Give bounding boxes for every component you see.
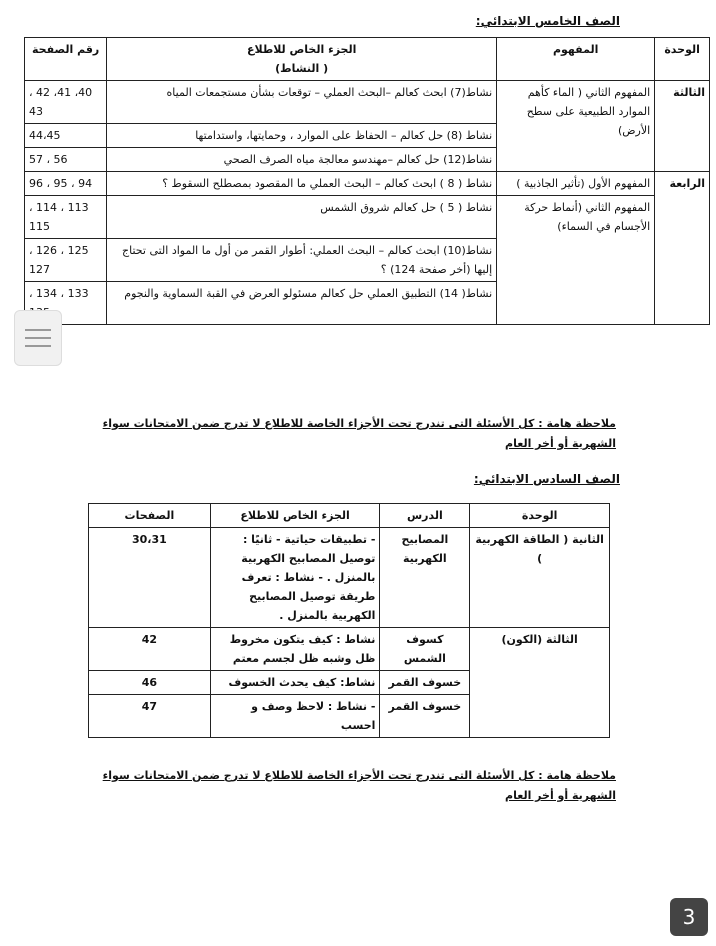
header-pages: الصفحات — [89, 504, 211, 528]
unit-cell: الرابعة — [655, 172, 710, 325]
part-cell: - تطبيقات حياتية - ثانيًا : توصيل المصابيح الكهربية بالمنزل . - نشاط : تعرف طريقة توصيل المصابيح الكهربية بالمنزل . — [210, 528, 380, 628]
table-header-row — [89, 504, 610, 528]
lesson-cell: خسوف القمر — [380, 695, 470, 738]
header-lesson: الدرس — [380, 504, 470, 528]
pages-cell: 125 ، 126 ، 127 — [25, 239, 107, 282]
table-row — [89, 528, 610, 628]
header-part: الجزء الخاص للاطلاع — [210, 504, 380, 528]
part-cell: نشاط(12) حل كعالم –مهندسو معالجة مياه الصرف الصحي — [107, 148, 497, 172]
pages-cell: 44،45 — [25, 124, 107, 148]
concept-cell: المفهوم الثاني ( الماء كأهم الموارد الطبيعية على سطح الأرض) — [497, 81, 655, 172]
lesson-cell: خسوف القمر — [380, 671, 470, 695]
pages-cell: 40، 41، 42 ، 43 — [25, 81, 107, 124]
pages-cell: 133 ، 134 ، — [25, 282, 107, 325]
unit-cell: الثالثة — [655, 81, 710, 172]
lesson-cell: المصابيح الكهربية — [380, 528, 470, 628]
table-row — [25, 172, 710, 196]
header-concept: المفهوم — [497, 38, 655, 81]
part-cell: نشاط( 14) التطبيق العملي حل كعالم مسئولو العرض في القبة السماوية والنجوم — [107, 282, 497, 325]
part-cell: نشاط : كيف يتكون مخروط ظل وشبه ظل لجسم معتم — [210, 628, 380, 671]
pages-cell: 30،31 — [89, 528, 211, 628]
part-cell: نشاط(7) ابحث كعالم –البحث العملي – توقعات بشأن مستجمعات المياه — [107, 81, 497, 124]
part-cell: نشاط: كيف يحدث الخسوف — [210, 671, 380, 695]
page-number-badge: 3 — [670, 898, 708, 936]
lesson-cell: كسوف الشمس — [380, 628, 470, 671]
header-part-title: الجزء الخاص للاطلاع — [246, 43, 357, 56]
pages-cell: 94 ، 95 ، 96 — [25, 172, 107, 196]
grade6-heading: الصف السادس الابتدائي: — [473, 472, 620, 486]
part-cell: - نشاط : لاحظ وصف و احسب — [210, 695, 380, 738]
table-row — [25, 81, 710, 124]
table-row — [89, 628, 610, 671]
grade5-note: ملاحظة هامة : كل الأسئلة التى تندرج تحت الأجزاء الخاصة للاطلاع لا تدرج ضمن الامتحانات سواء الشهرية أو أخر العام — [102, 417, 616, 450]
part-cell: نشاط ( 5 ) حل كعالم شروق الشمس — [107, 196, 497, 239]
grade5-heading: الصف الخامس الابتدائي: — [475, 14, 620, 28]
grade5-table — [24, 37, 710, 325]
pages-cell: 113 ، 114 ، 115 — [25, 196, 107, 239]
grade6-note: ملاحظة هامة : كل الأسئلة التى تندرج تحت الأجزاء الخاصة للاطلاع لا تدرج ضمن الامتحانات سواء الشهرية أو أخر العام — [102, 769, 616, 802]
concept-cell: المفهوم الأول (تأثير الجاذبية ) — [497, 172, 655, 196]
pages-cell: 46 — [89, 671, 211, 695]
part-cell: نشاط (8) حل كعالم – الحفاظ على الموارد ، وحمايتها، واستدامتها — [107, 124, 497, 148]
pages-cell: 56 ، 57 — [25, 148, 107, 172]
header-part — [107, 38, 497, 81]
part-cell: نشاط(10) ابحث كعالم – البحث العملي: أطوار القمر من أول ما المواد التى تحتاج إليها (أخر صفحة 124) ؟ — [107, 239, 497, 282]
pages-cell: 47 — [89, 695, 211, 738]
header-unit: الوحدة — [655, 38, 710, 81]
table-row — [25, 196, 710, 239]
menu-handle-icon[interactable] — [14, 310, 62, 366]
part-cell: نشاط ( 8 ) ابحث كعالم – البحث العملي ما المقصود بمصطلح السقوط ؟ — [107, 172, 497, 196]
header-pages: رقم الصفحة — [25, 38, 107, 81]
unit-cell: الثانية ( الطاقة الكهربية ) — [470, 528, 610, 628]
header-part-sub: ( النشاط) — [275, 62, 329, 75]
concept-cell: المفهوم الثاني (أنماط حركة الأجسام في السماء) — [497, 196, 655, 325]
table-header-row — [25, 38, 710, 81]
grade6-table — [88, 503, 610, 738]
header-unit: الوحدة — [470, 504, 610, 528]
pages-cell: 42 — [89, 628, 211, 671]
unit-cell: الثالثة (الكون) — [470, 628, 610, 738]
